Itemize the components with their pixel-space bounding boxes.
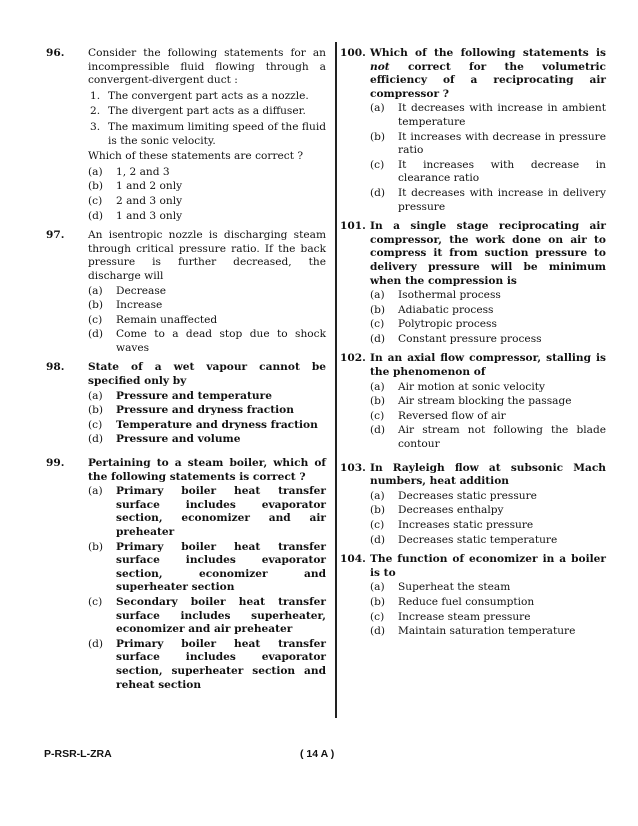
- sub-question: Which of these statements are correct ?: [88, 150, 304, 163]
- left-column: [46, 47, 326, 698]
- question-number: 97.: [46, 229, 65, 242]
- option-d: (d) Constant pressure process: [370, 332, 542, 345]
- option-a: (a) Decreases static pressure: [370, 489, 537, 502]
- question-stem: An isentropic nozzle is discharging steam through critical pressure ratio. If the back pressure is further decreased, the discharge will: [88, 229, 326, 282]
- option-a: (a) Air motion at sonic velocity: [370, 380, 545, 393]
- statement-2: 2. The divergent part acts as a diffuser.: [90, 105, 306, 118]
- option-d: (d) Decreases static temperature: [370, 533, 558, 546]
- question-97: [46, 229, 326, 355]
- option-b: (b) 1 and 2 only: [88, 180, 183, 193]
- option-c: (c) 2 and 3 only: [88, 194, 183, 207]
- option-b: (b) Pressure and dryness fraction: [88, 404, 294, 417]
- option-b: (b) Air stream blocking the passage: [370, 395, 572, 408]
- question-stem: Consider the following statements for an incompressible fluid flowing through a convergent-divergent duct :: [88, 47, 326, 87]
- right-column: [340, 47, 606, 645]
- statement-1: 1. The convergent part acts as a nozzle.: [90, 89, 309, 102]
- question-stem: The function of economizer in a boiler is to: [370, 553, 606, 579]
- option-c: (c) Secondary boiler heat transfer surface includes superheater, economizer and air preheater: [88, 595, 326, 636]
- option-a: (a) It decreases with increase in ambient temperature: [370, 102, 606, 128]
- question-99: [46, 457, 326, 692]
- question-101: [340, 220, 606, 346]
- question-number: 99.: [46, 457, 65, 470]
- option-c: (c) It increases with decrease in clearance ratio: [370, 158, 606, 185]
- question-stem: In Rayleigh flow at subsonic Mach numbers, heat addition: [370, 461, 606, 488]
- option-b: (b) Adiabatic process: [370, 303, 494, 316]
- question-98: [46, 361, 326, 447]
- option-a: (a) 1, 2 and 3: [88, 165, 170, 178]
- question-stem: State of a wet vapour cannot be specified only by: [88, 361, 326, 388]
- question-104: [340, 553, 606, 639]
- option-d: (d) 1 and 3 only: [88, 209, 183, 222]
- emphasis-not: not: [370, 60, 390, 73]
- question-stem: In an axial flow compressor, stalling is the phenomenon of: [370, 352, 606, 379]
- option-d: (d) Maintain saturation temperature: [370, 625, 576, 638]
- question-96: [46, 47, 326, 223]
- question-102: [340, 352, 606, 451]
- option-d: (d) Air stream not following the blade contour: [370, 424, 606, 451]
- option-a: (a) Pressure and temperature: [88, 389, 272, 402]
- option-b: (b) It increases with decrease in pressure ratio: [370, 130, 606, 157]
- option-d: (d) Come to a dead stop due to shock waves: [88, 328, 326, 354]
- option-b: (b) Increase: [88, 299, 163, 312]
- paper-code: P-RSR-L-ZRA: [44, 748, 112, 760]
- option-c: (c) Increase steam pressure: [370, 610, 531, 623]
- question-100: [340, 47, 606, 214]
- option-d: (d) Primary boiler heat transfer surface includes evaporator section, superheater section and reheat section: [88, 637, 326, 691]
- question-number: 100.: [340, 47, 366, 59]
- option-b: (b) Primary boiler heat transfer surface includes evaporator section, economizer and superheater section: [88, 540, 326, 594]
- option-d: (d) Pressure and volume: [88, 433, 241, 446]
- question-103: [340, 461, 606, 548]
- question-stem: Which of the following statements is not correct for the volumetric efficiency of a reciprocating air compressor ?: [370, 47, 606, 100]
- option-c: (c) Remain unaffected: [88, 313, 218, 326]
- option-a: (a) Superheat the steam: [370, 581, 511, 594]
- question-number: 103.: [340, 461, 366, 474]
- option-a: (a) Isothermal process: [370, 289, 501, 302]
- question-number: 102.: [340, 352, 366, 365]
- question-stem: Pertaining to a steam boiler, which of the following statements is correct ?: [88, 457, 326, 483]
- option-b: (b) Reduce fuel consumption: [370, 595, 535, 608]
- question-number: 96.: [46, 47, 65, 59]
- question-number: 98.: [46, 361, 65, 374]
- option-a: (a) Primary boiler heat transfer surface includes evaporator section, economizer and air preheater: [88, 485, 326, 538]
- option-c: (c) Polytropic process: [370, 318, 497, 331]
- question-number: 101.: [340, 220, 366, 233]
- option-a: (a) Decrease: [88, 284, 167, 297]
- statement-3: 3. The maximum limiting speed of the fluid is the sonic velocity.: [90, 120, 326, 147]
- column-divider: [335, 42, 337, 718]
- page-number: ( 14 A ): [300, 748, 335, 760]
- option-c: (c) Reversed flow of air: [370, 409, 506, 422]
- option-c: (c) Increases static pressure: [370, 519, 534, 531]
- option-c: (c) Temperature and dryness fraction: [88, 418, 318, 431]
- option-d: (d) It decreases with increase in delivery pressure: [370, 186, 606, 213]
- option-b: (b) Decreases enthalpy: [370, 504, 504, 517]
- question-stem: In a single stage reciprocating air compressor, the work done on air to compress it from suction pressure to delivery pressure will be minimum when the compression is: [370, 220, 606, 287]
- question-number: 104.: [340, 553, 366, 566]
